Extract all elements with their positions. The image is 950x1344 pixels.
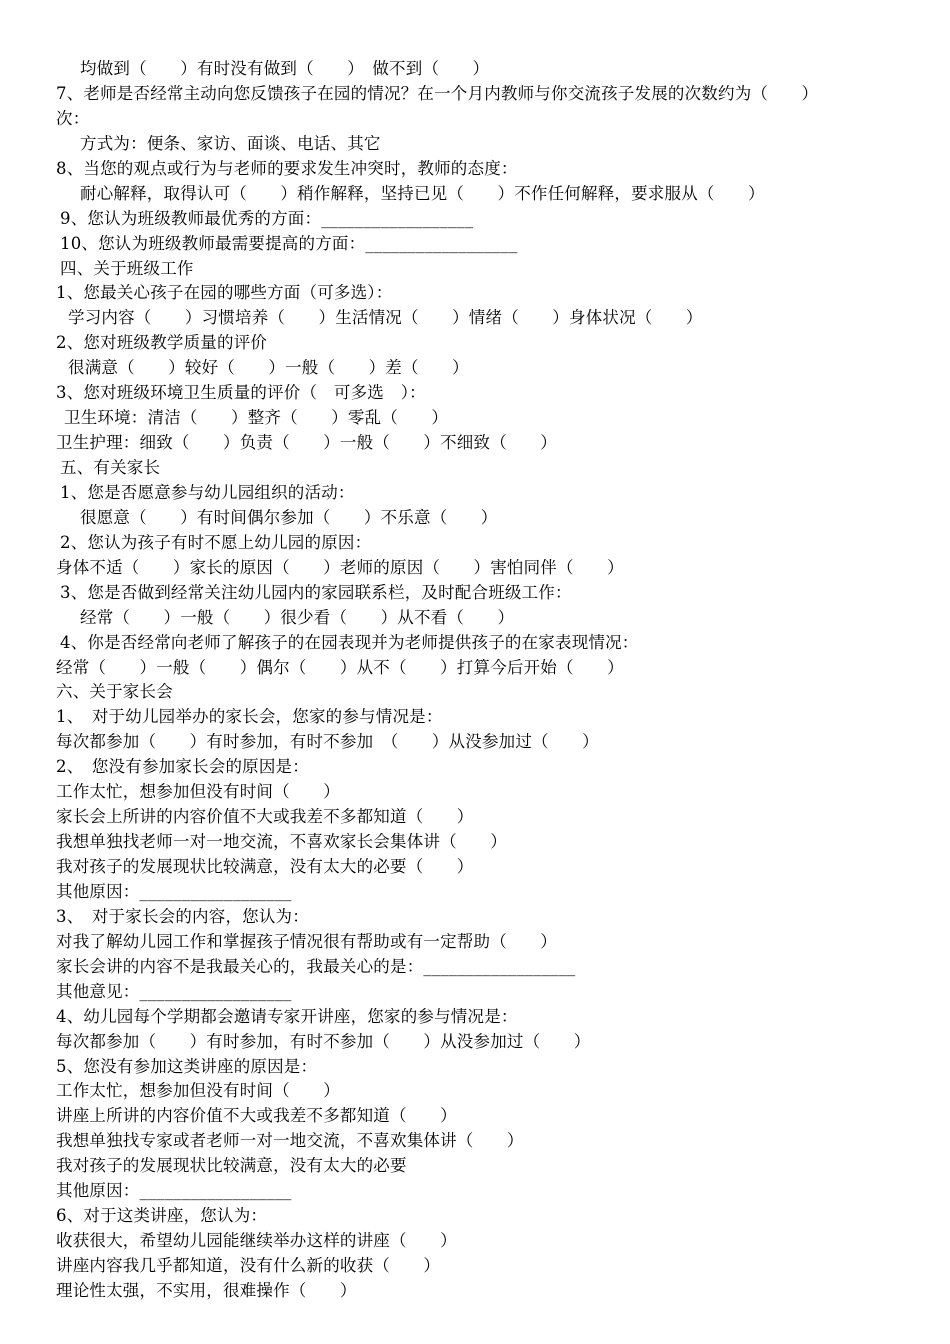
s6-q1-question: 1、 对于幼儿园举办的家长会，您家的参与情况是： xyxy=(56,707,443,727)
q6-options-line: 均做到（ ）有时没有做到（ ） 做不到（ ） xyxy=(80,59,490,78)
s6-q2-option-3: 我想单独找老师一对一地交流，不喜欢家长会集体讲（ ） xyxy=(56,832,507,852)
s6-q6-option-1: 收获很大，希望幼儿园能继续举办这样的讲座（ ） xyxy=(56,1231,457,1251)
q8-options: 耐心解释，取得认可（ ）稍作解释，坚持已见（ ）不作任何解释，要求服从（ ） xyxy=(80,183,765,203)
s6-q4-options: 每次都参加（ ）有时参加，有时不参加（ ）从没参加过（ ） xyxy=(56,1031,591,1051)
s6-q2-option-1: 工作太忙，想参加但没有时间（ ） xyxy=(56,782,340,802)
s6-q6-option-2: 讲座内容我几乎都知道，没有什么新的收获（ ） xyxy=(56,1256,441,1275)
s6-q5-question: 5、您没有参加这类讲座的原因是： xyxy=(56,1056,318,1076)
s4-q1-question: 1、您最关心孩子在园的哪些方面（可多选）： xyxy=(56,283,393,303)
s6-q5-option-4: 我对孩子的发展现状比较满意，没有太大的必要 xyxy=(56,1156,407,1176)
s4-q3-options-care: 卫生护理：细致（ ）负责（ ）一般（ ）不细致（ ） xyxy=(56,433,557,453)
s6-q2-question: 2、 您没有参加家长会的原因是： xyxy=(56,757,309,777)
s5-q2-question: 2、您认为孩子有时不愿上幼儿园的原因： xyxy=(60,532,372,552)
s6-q2-option-4: 我对孩子的发展现状比较满意，没有太大的必要（ ） xyxy=(56,857,474,876)
s6-q5-option-3: 我想单独找专家或者老师一对一地交流，不喜欢集体讲（ ） xyxy=(56,1131,524,1151)
q9-question: 9、您认为班级教师最优秀的方面：__________________ xyxy=(60,208,474,228)
s6-q6-option-3: 理论性太强，不实用，很难操作（ ） xyxy=(56,1280,357,1300)
s5-q4-options: 经常（ ）一般（ ）偶尔（ ）从不（ ）打算今后开始（ ） xyxy=(56,657,624,677)
q7-method-line: 方式为：便条、家访、面谈、电话、其它 xyxy=(80,133,381,153)
s5-q3-question: 3、您是否做到经常关注幼儿园内的家园联系栏，及时配合班级工作： xyxy=(60,582,572,602)
s5-q1-question: 1、您是否愿意参与幼儿园组织的活动： xyxy=(60,482,355,502)
s5-q1-options: 很愿意（ ）有时间偶尔参加（ ）不乐意（ ） xyxy=(80,507,498,527)
s6-q3-option-2: 家长会讲的内容不是我最关心的，我最关心的是：__________________ xyxy=(56,956,576,976)
s6-q3-question: 3、 对于家长会的内容，您认为： xyxy=(56,906,309,926)
q10-question: 10、您认为班级教师最需要提高的方面：__________________ xyxy=(60,233,518,253)
q7-question-continued: 次： xyxy=(56,108,90,128)
s6-q1-options: 每次都参加（ ）有时参加，有时不参加 （ ）从没参加过（ ） xyxy=(56,732,599,752)
s4-q2-options: 很满意（ ）较好（ ）一般（ ）差（ ） xyxy=(68,358,469,378)
s6-q3-other-opinion: 其他意见：__________________ xyxy=(56,981,292,1001)
section-6-heading: 六、关于家长会 xyxy=(56,682,173,702)
s5-q3-options: 经常（ ）一般（ ）很少看（ ）从不看（ ） xyxy=(80,607,515,627)
s6-q5-option-1: 工作太忙，想参加但没有时间（ ） xyxy=(56,1081,340,1101)
s6-q5-other-reason: 其他原因：__________________ xyxy=(56,1181,292,1201)
s6-q5-option-2: 讲座上所讲的内容价值不大或我差不多都知道（ ） xyxy=(56,1106,457,1126)
section-5-heading: 五、有关家长 xyxy=(60,458,161,477)
s6-q4-question: 4、幼儿园每个学期都会邀请专家开讲座，您家的参与情况是： xyxy=(56,1006,518,1026)
s4-q1-options: 学习内容（ ）习惯培养（ ）生活情况（ ）情绪（ ）身体状况（ ） xyxy=(68,308,703,328)
s6-q3-option-1: 对我了解幼儿园工作和掌握孩子情况很有帮助或有一定帮助（ ） xyxy=(56,931,557,951)
section-4-heading: 四、关于班级工作 xyxy=(60,258,194,278)
q7-question: 7、老师是否经常主动向您反馈孩子在园的情况？在一个月内教师与你交流孩子发展的次数约为（ ） xyxy=(56,83,819,103)
s6-q2-other-reason: 其他原因：__________________ xyxy=(56,881,292,901)
s5-q2-options: 身体不适（ ）家长的原因（ ）老师的原因（ ）害怕同伴（ ） xyxy=(56,557,624,577)
s4-q3-question: 3、您对班级环境卫生质量的评价（ 可多选 ）： xyxy=(56,383,426,403)
s4-q3-options-environment: 卫生环境：清洁（ ）整齐（ ）零乱（ ） xyxy=(64,408,449,428)
q8-question: 8、当您的观点或行为与老师的要求发生冲突时，教师的态度： xyxy=(56,158,518,178)
s6-q2-option-2: 家长会上所讲的内容价值不大或我差不多都知道（ ） xyxy=(56,807,474,827)
s5-q4-question: 4、你是否经常向老师了解孩子的在园表现并为老师提供孩子的在家表现情况： xyxy=(60,632,639,652)
s6-q6-question: 6、对于这类讲座，您认为： xyxy=(56,1206,268,1226)
s4-q2-question: 2、您对班级教学质量的评价 xyxy=(56,333,268,353)
